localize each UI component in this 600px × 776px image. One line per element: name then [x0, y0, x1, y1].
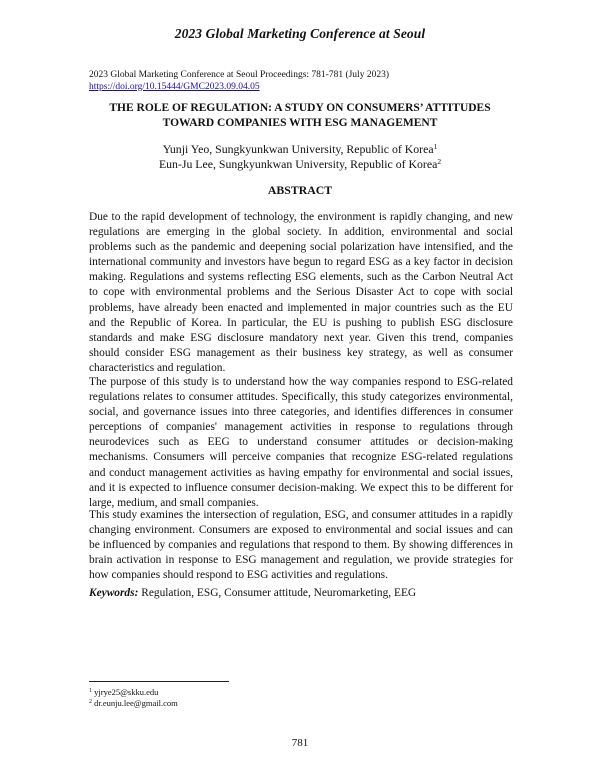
- footnote-1-email: yjrye25@skku.edu: [94, 687, 159, 697]
- author-list: [0, 142, 600, 172]
- footnote-1-mark: 1: [89, 688, 92, 694]
- conference-header: 2023 Global Marketing Conference at Seoul: [174, 26, 426, 41]
- footnote-divider: [89, 681, 229, 682]
- author-1: [0, 142, 600, 157]
- keywords-line: [89, 586, 513, 601]
- abstract-paragraph-2: The purpose of this study is to understand how the way companies respond to ESG-related regulations relates to consumer attitudes. Specifically, this study categorizes environmental, social, and governance issues into three categories, and identifies differences in consumer perceptions of companies' management activities in response to regulations through neurodevices such as EEG to understand consumer attitudes or decision-making mechanisms. Consumers will perceive companies that recognize ESG-related regulations and conduct management activities as having empathy for environmental and social issues, and it is expected to influence consumer decision-making. We expect this to be different for large, medium, and small companies.: [89, 376, 513, 509]
- doi-link[interactable]: https://doi.org/10.15444/GMC2023.09.04.05: [89, 82, 260, 92]
- footnote-1: [89, 687, 178, 698]
- keywords-label: Keywords:: [89, 587, 139, 599]
- author-2-text: Eun-Ju Lee, Sungkyunkwan University, Republic of Korea: [158, 157, 438, 171]
- footnote-2: [89, 698, 178, 709]
- author-1-footnote-mark: 1: [433, 142, 438, 151]
- footnotes: [89, 687, 178, 708]
- abstract-heading: ABSTRACT: [267, 183, 333, 197]
- title-line-2: TOWARD COMPANIES WITH ESG MANAGEMENT: [162, 117, 438, 129]
- keywords-text: Regulation, ESG, Consumer attitude, Neuromarketing, EEG: [141, 587, 417, 599]
- abstract-paragraph-1: Due to the rapid development of technology, the environment is rapidly changing, and new regulations are emerging in the global society. In addition, environmental and social problems such as the pandemic and deepening social polarization have intensified, and the international community and investors have begun to regard ESG as a key factor in decision making. Regulations and systems reflecting ESG elements, such as the Carbon Neutral Act to cope with environmental problems and the Serious Disaster Act to cope with social problems, have already been enacted and implemented in major countries such as the EU and the Republic of Korea. In particular, the EU is pushing to publish ESG disclosure standards and make ESG disclosure mandatory next year. Given this trend, companies should consider ESG management as their business key strategy, as well as consumer characteristics and regulation.: [89, 211, 513, 374]
- abstract-paragraph-3: This study examines the intersection of regulation, ESG, and consumer attitudes in a rapidly changing environment. Consumers are exposed to environmental and social issues and can be influenced by companies and regulations that respond to them. By showing differences in brain activation in response to ESG management and regulation, we provide strategies for how companies should respond to ESG activities and regulations.: [89, 509, 513, 582]
- proceedings-citation: 2023 Global Marketing Conference at Seoul Proceedings: 781-781 (July 2023): [89, 70, 389, 80]
- author-2-footnote-mark: 2: [437, 157, 442, 166]
- author-2: [0, 157, 600, 172]
- footnote-2-mark: 2: [89, 698, 92, 705]
- proceedings-info: [89, 69, 389, 93]
- footnote-2-email: dr.eunju.lee@gmail.com: [94, 697, 178, 708]
- title-line-1: THE ROLE OF REGULATION: A STUDY ON CONSUMERS’ ATTITUDES: [109, 102, 491, 114]
- author-1-text: Yunji Yeo, Sungkyunkwan University, Republic of Korea: [162, 142, 434, 156]
- page-number: 781: [291, 737, 309, 749]
- paper-title: [60, 101, 540, 131]
